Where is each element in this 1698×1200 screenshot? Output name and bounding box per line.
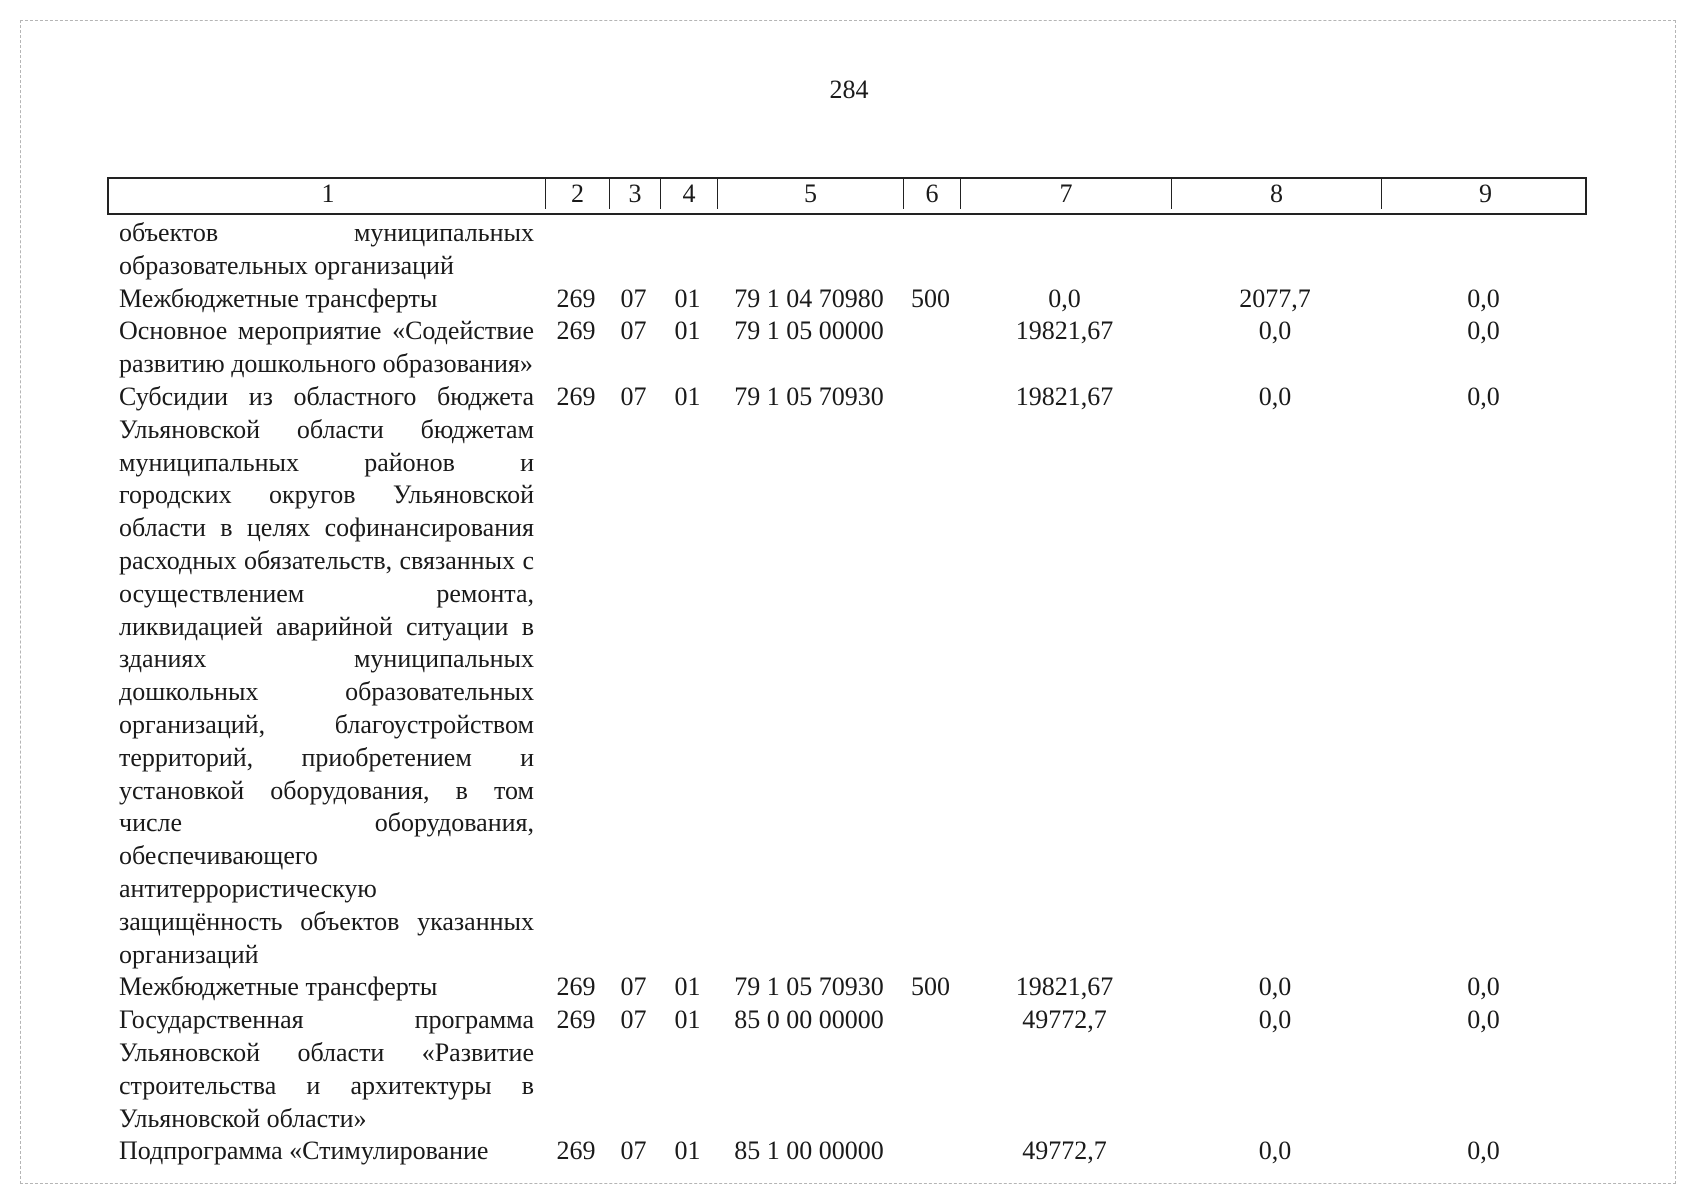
budget-table <box>107 177 1587 1168</box>
row-col-6: 500 <box>911 972 950 1002</box>
column-header-1: 1 <box>109 179 546 209</box>
row-col-9: 0,0 <box>1467 1005 1500 1035</box>
row-col-9: 0,0 <box>1467 381 1500 411</box>
table-row <box>107 315 1587 381</box>
column-header-7: 7 <box>961 179 1172 209</box>
table-row <box>107 1004 1587 1135</box>
row-col-9: 0,0 <box>1467 316 1500 346</box>
column-header-3: 3 <box>610 179 661 209</box>
row-col-9: 0,0 <box>1467 972 1500 1002</box>
row-col-8: 0,0 <box>1258 1005 1292 1035</box>
row-col-8: 2077,7 <box>1239 283 1311 313</box>
row-description: объектов муниципальных образовательных организаций <box>119 218 534 280</box>
row-description: Государственная программа Ульяновской области «Развитие строительства и архитектуры в Ульяновской области» <box>119 1005 534 1133</box>
column-header-2: 2 <box>546 179 610 209</box>
row-description: Межбюджетные трансферты <box>119 283 438 313</box>
row-col-9: 0,0 <box>1467 1136 1500 1166</box>
column-header-8: 8 <box>1172 179 1382 209</box>
row-col-2: 269 <box>556 316 596 346</box>
row-col-7: 19821,67 <box>1015 316 1114 346</box>
row-col-7: 19821,67 <box>1015 972 1114 1002</box>
row-col-6: 500 <box>911 283 950 313</box>
row-col-8: 0,0 <box>1258 972 1292 1002</box>
table-row <box>107 217 1587 283</box>
column-header-6: 6 <box>904 179 961 209</box>
table-row <box>107 381 1587 971</box>
row-description: Основное мероприятие «Содействие развитию дошкольного образования» <box>119 316 534 379</box>
row-col-2: 269 <box>556 381 596 411</box>
row-col-4: 01 <box>674 1136 701 1166</box>
row-col-4: 01 <box>674 316 701 346</box>
table-row <box>107 1135 1587 1168</box>
row-col-8: 0,0 <box>1258 1136 1292 1166</box>
row-description: Субсидии из областного бюджета Ульяновской области бюджетам муниципальных районов и городских округов Ульяновской области в целях софинансирования расходных обязательств, связанных с осуществлением ремонта, ликвидацией аварийной ситуации в зданиях муниципальных дошкольных образовательных организаций, благоустройством территорий, приобретением и установкой оборудования, в том числе оборудования, обеспечивающего антитеррористическую защищённость объектов указанных организаций <box>119 381 534 969</box>
row-col-3: 07 <box>620 1005 647 1035</box>
row-col-3: 07 <box>620 381 647 411</box>
row-col-7: 19821,67 <box>1015 381 1114 411</box>
row-col-3: 07 <box>620 283 647 313</box>
row-col-4: 01 <box>674 283 701 313</box>
page-number: 284 <box>829 75 869 104</box>
column-header-9: 9 <box>1479 179 1492 208</box>
row-col-4: 01 <box>674 1005 701 1035</box>
table-row <box>107 971 1587 1004</box>
row-col-4: 01 <box>674 972 701 1002</box>
row-col-5: 85 1 00 00000 <box>734 1136 884 1166</box>
row-col-3: 07 <box>620 316 647 346</box>
row-col-2: 269 <box>556 972 596 1002</box>
row-col-5: 85 0 00 00000 <box>734 1005 884 1035</box>
row-col-2: 269 <box>556 1005 596 1035</box>
row-col-9: 0,0 <box>1467 283 1500 313</box>
row-col-5: 79 1 05 00000 <box>734 316 884 346</box>
row-col-7: 0,0 <box>1048 283 1081 313</box>
row-col-3: 07 <box>620 1136 647 1166</box>
row-col-2: 269 <box>556 1136 596 1166</box>
column-header-4: 4 <box>661 179 718 209</box>
row-col-2: 269 <box>556 283 596 313</box>
row-description: Межбюджетные трансферты <box>119 972 438 1002</box>
row-col-7: 49772,7 <box>1022 1136 1107 1166</box>
row-col-5: 79 1 05 70930 <box>734 381 884 411</box>
column-header-5: 5 <box>718 179 904 209</box>
table-header-row <box>107 177 1587 215</box>
row-col-3: 07 <box>620 972 647 1002</box>
row-description: Подпрограмма «Стимулирование <box>119 1136 489 1166</box>
row-col-7: 49772,7 <box>1022 1005 1107 1035</box>
row-col-5: 79 1 05 70930 <box>734 972 884 1002</box>
row-col-4: 01 <box>674 381 701 411</box>
row-col-8: 0,0 <box>1258 316 1292 346</box>
row-col-5: 79 1 04 70980 <box>734 283 884 313</box>
row-col-8: 0,0 <box>1258 381 1292 411</box>
table-row <box>107 283 1587 316</box>
